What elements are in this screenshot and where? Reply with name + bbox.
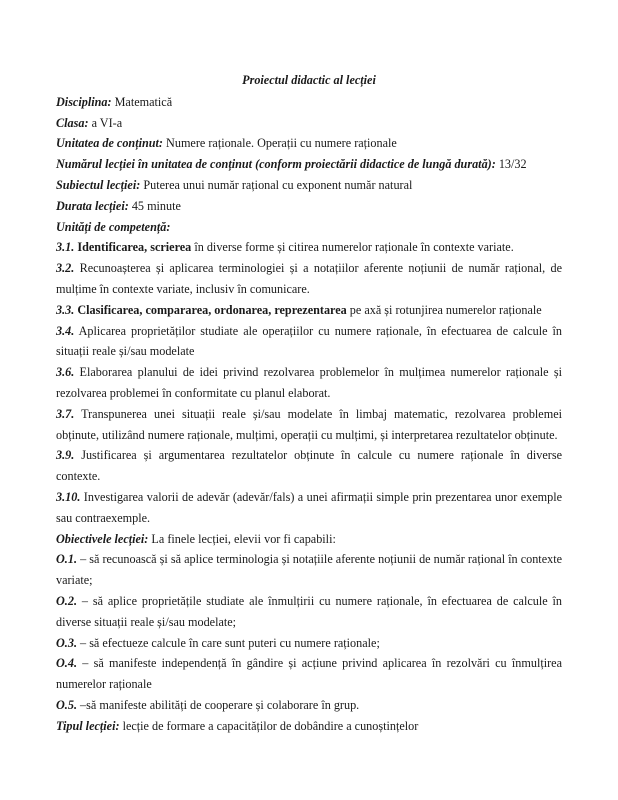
objective-text: – să recunoască și să aplice terminologia și notațiile aferente noțiunii de număr rațional în contexte variate; <box>56 552 562 588</box>
objectives-intro: La finele lecției, elevii vor fi capabili: <box>148 531 336 546</box>
competence-item <box>56 300 562 321</box>
competence-number: 3.6. <box>56 365 75 380</box>
objective-text: –să manifeste abilități de cooperare și colaborare în grup. <box>77 697 360 712</box>
meta-subject <box>56 175 562 196</box>
meta-duration <box>56 196 562 217</box>
meta-value: 13/32 <box>495 157 527 172</box>
objective-item <box>56 591 562 633</box>
meta-label: Clasa: <box>56 115 89 130</box>
competences-heading <box>56 217 562 238</box>
meta-label: Disciplina: <box>56 94 112 109</box>
competence-number: 3.2. <box>56 261 75 276</box>
meta-content-unit <box>56 133 562 154</box>
meta-value: Puterea unui număr rațional cu exponent număr natural <box>140 177 413 192</box>
document-page <box>56 70 562 737</box>
meta-value: Matematică <box>111 94 173 109</box>
competence-number: 3.10. <box>56 489 81 504</box>
competence-item <box>56 404 562 446</box>
competence-number: 3.4. <box>56 323 75 338</box>
competence-number: 3.7. <box>56 406 75 421</box>
competence-text: Justificarea și argumentarea rezultatelor obținute în calcule cu numere raționale în diverse contexte. <box>56 448 562 484</box>
competence-strong: Clasificarea, compararea, ordonarea, reprezentarea <box>74 302 347 317</box>
competence-item <box>56 258 562 300</box>
meta-value: a VI-a <box>88 115 123 130</box>
competence-number: 3.9. <box>56 448 75 463</box>
lesson-type-value: lecție de formare a capacităților de dobândire a cunoștințelor <box>119 718 419 733</box>
competence-text: în diverse forme și citirea numerelor raționale în contexte variate. <box>191 240 514 255</box>
meta-discipline <box>56 92 562 113</box>
competence-item <box>56 487 562 529</box>
objective-number: O.5. <box>56 697 77 712</box>
objectives-heading-text: Obiectivele lecției: <box>56 531 149 546</box>
meta-value: Numere raționale. Operații cu numere raționale <box>163 136 397 151</box>
objective-number: O.3. <box>56 635 77 650</box>
objective-text: – să aplice proprietățile studiate ale înmulțirii cu numere raționale, în efectuarea de calcule în diverse situații reale și/sau modelate; <box>56 593 562 629</box>
competence-text: Recunoașterea și aplicarea terminologiei și a notațiilor aferente noțiunii de număr rațional, de mulțime în contexte variate, inclusiv în comunicare. <box>56 261 562 296</box>
competence-item <box>56 445 562 487</box>
objective-item <box>56 653 562 695</box>
objectives-heading <box>56 529 562 550</box>
competence-item <box>56 362 562 404</box>
objective-text: – să efectueze calcule în care sunt puteri cu numere raționale; <box>77 635 380 650</box>
meta-label: Durata lecției: <box>56 198 129 213</box>
meta-label: Numărul lecției în unitatea de conținut (conform proiectării didactice de lungă durată): <box>56 157 496 172</box>
competence-text: Transpunerea unei situații reale și/sau modelate în limbaj matematic, rezolvarea problemei obținute, utilizând numere raționale, mulțimi, operații cu mulțimi, și interpretarea rezultatelor obținute. <box>56 406 562 442</box>
lesson-type-label: Tipul lecției: <box>56 718 120 733</box>
competence-text: Investigarea valorii de adevăr (adevăr/fals) a unei afirmații simple prin prezentarea unor exemple sau contraexemple. <box>56 489 562 525</box>
competence-text: Aplicarea proprietăților studiate ale operațiilor cu numere raționale, în efectuarea de calcule în situații reale și/sau modelate <box>56 323 562 359</box>
objective-number: O.4. <box>56 656 77 671</box>
competence-number: 3.1. <box>56 240 75 255</box>
competence-number: 3.3. <box>56 302 75 317</box>
objective-item <box>56 633 562 654</box>
meta-lesson-number <box>56 154 562 175</box>
competence-text: pe axă și rotunjirea numerelor raționale <box>346 302 542 317</box>
competence-text: Elaborarea planului de idei privind rezolvarea problemelor în mulțimea numerelor raționale și rezolvarea problemei în conformitate cu planul elaborat. <box>56 365 562 400</box>
document-title: Proiectul didactic al lecției <box>242 73 376 87</box>
objective-number: O.2. <box>56 593 77 608</box>
objective-number: O.1. <box>56 552 77 567</box>
meta-value: 45 minute <box>128 198 181 213</box>
meta-label: Subiectul lecției: <box>56 177 141 192</box>
objective-item <box>56 695 562 716</box>
competence-item <box>56 321 562 363</box>
meta-class <box>56 113 562 134</box>
competence-item <box>56 237 562 258</box>
competence-strong: Identificarea, scrierea <box>74 240 192 255</box>
objective-item <box>56 549 562 591</box>
lesson-type <box>56 716 562 737</box>
objective-text: – să manifeste independență în gândire și acțiune privind aplicarea în rezolvări cu înmulțirea numerelor raționale <box>56 656 562 692</box>
competences-heading-text: Unități de competență: <box>56 219 171 234</box>
meta-label: Unitatea de conținut: <box>56 136 163 151</box>
